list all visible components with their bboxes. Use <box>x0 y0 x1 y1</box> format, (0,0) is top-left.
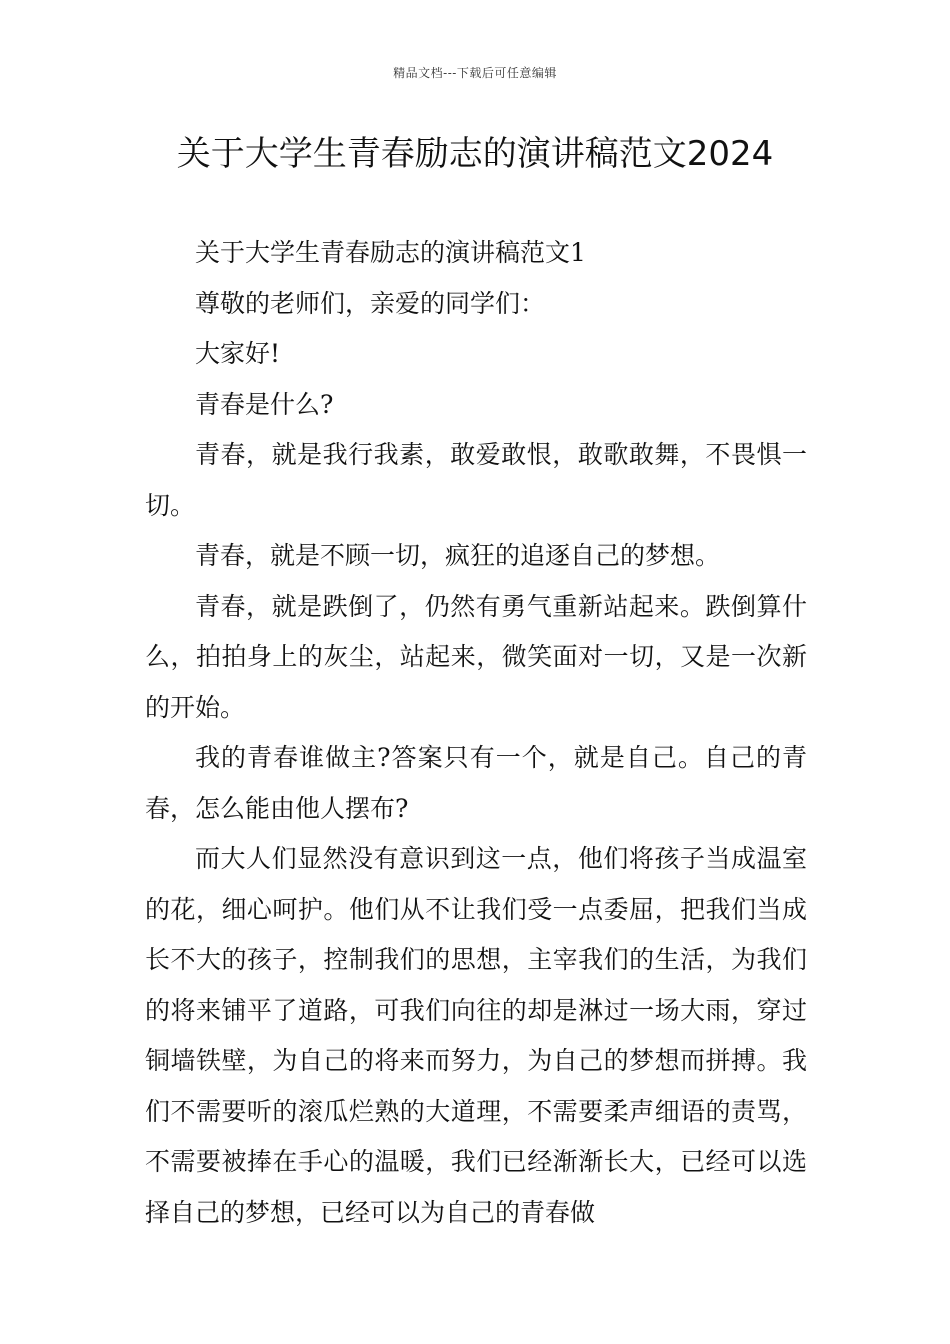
paragraph-greeting: 大家好! <box>195 339 281 368</box>
paragraph-subtitle: 关于大学生青春励志的演讲稿范文1 <box>195 238 586 267</box>
document-body <box>145 228 807 1238</box>
paragraph: 青春，就是跌倒了，仍然有勇气重新站起来。跌倒算什么，拍拍身上的灰尘，站起来，微笑面对一切，又是一次新的开始。 <box>145 591 807 722</box>
header-note: 精品文档---下载后可任意编辑 <box>393 66 557 80</box>
paragraph: 我的青春谁做主?答案只有一个，就是自己。自己的青春，怎么能由他人摆布? <box>145 743 807 823</box>
paragraph: 青春，就是不顾一切，疯狂的追逐自己的梦想。 <box>195 541 721 570</box>
paragraph: 而大人们显然没有意识到这一点，他们将孩子当成温室的花，细心呵护。他们从不让我们受一点委屈，把我们当成长不大的孩子，控制我们的思想，主宰我们的生活，为我们的将来铺平了道路，可我们向往的却是淋过一场大雨，穿过铜墙铁壁，为自己的将来而努力，为自己的梦想而拼搏。我们不需要听的滚瓜烂熟的大道理，不需要柔声细语的责骂，不需要被捧在手心的温暖，我们已经渐渐长大，已经可以选择自己的梦想，已经可以为自己的青春做 <box>145 844 807 1227</box>
document-title: 关于大学生青春励志的演讲稿范文2024 <box>176 134 774 174</box>
paragraph: 青春是什么? <box>195 389 334 419</box>
paragraph: 青春，就是我行我素，敢爱敢恨，敢歌敢舞，不畏惧一切。 <box>145 440 807 520</box>
paragraph-salutation: 尊敬的老师们，亲爱的同学们： <box>195 288 546 318</box>
